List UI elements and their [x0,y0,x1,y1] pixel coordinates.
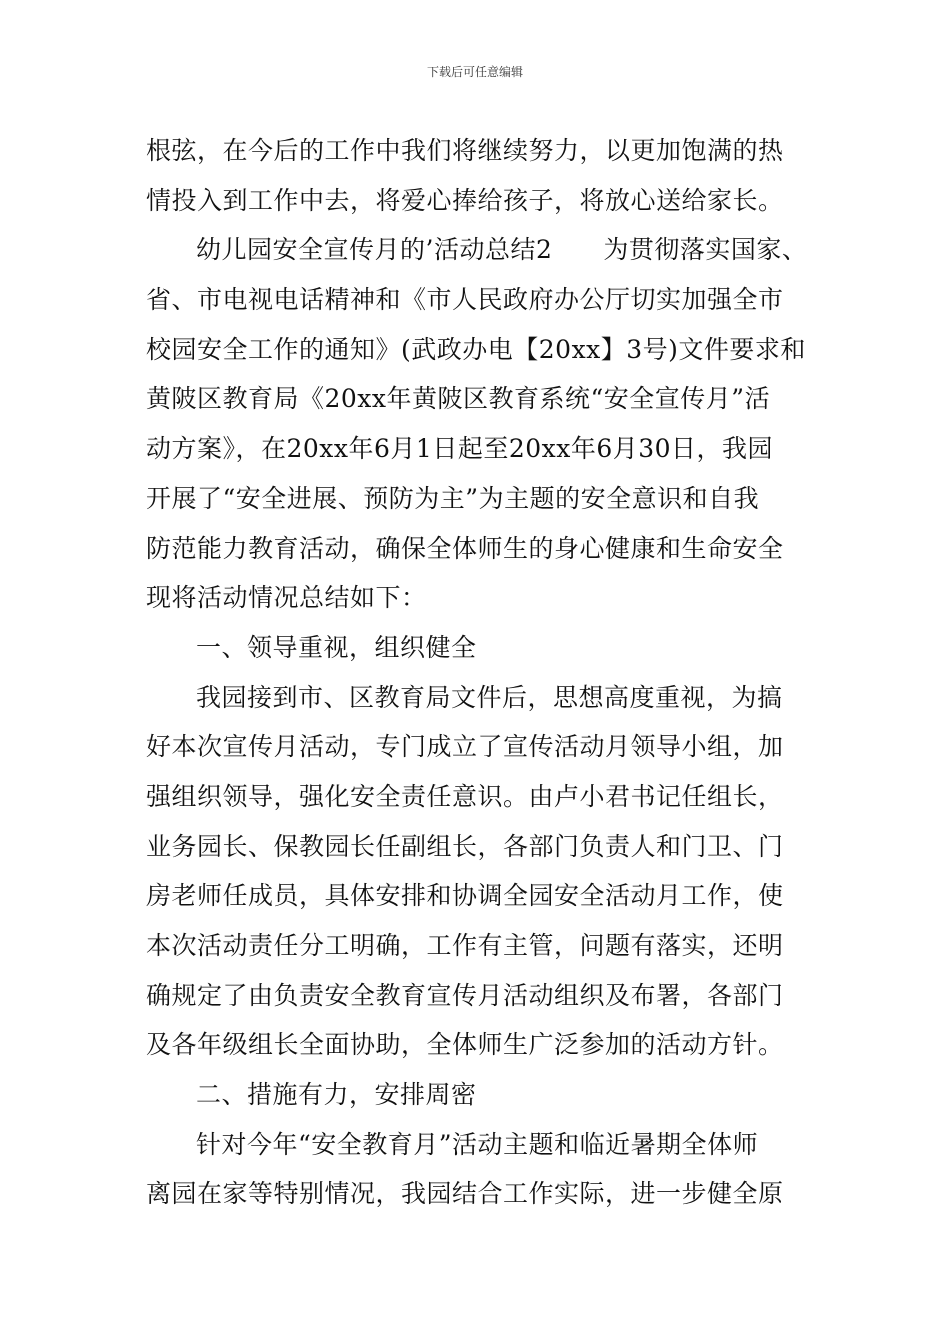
paragraph-start-line: 我园接到市、区教育局文件后，思想高度重视，为搞 [196,682,783,712]
text-line: 黄陂区教育局《20xx年黄陂区教育系统“安全宣传月”活 [146,384,771,414]
text-line: 确规定了由负责安全教育宣传月活动组织及布署，各部门 [146,980,784,1010]
text-line: 本次活动责任分工明确，工作有主管，问题有落实，还明 [146,931,784,960]
text-line: 好本次宣传月活动，专门成立了宣传活动月领导小组，加 [146,732,784,762]
section-heading: 一、领导重视，组织健全 [196,632,477,662]
section-title-line: 幼儿园安全宣传月的’活动总结2 为贯彻落实国家、 [196,235,808,265]
text-line: 现将活动情况总结如下： [146,583,427,613]
paragraph-start-line: 针对今年“安全教育月”活动主题和临近暑期全体师 [196,1129,759,1159]
text-line: 房老师任成员，具体安排和协调全园安全活动月工作，使 [146,881,784,911]
section-heading: 二、措施有力，安排周密 [196,1080,477,1110]
text-line: 防范能力教育活动，确保全体师生的身心健康和生命安全 [146,533,784,563]
text-line: 根弦，在今后的工作中我们将继续努力，以更加饱满的热 [146,136,784,165]
text-line: 开展了“安全进展、预防为主”为主题的安全意识和自我 [146,483,760,513]
text-line: 情投入到工作中去，将爱心捧给孩子，将放心送给家长。 [146,185,784,215]
text-line: 离园在家等特别情况，我园结合工作实际，进一步健全原 [146,1179,784,1209]
text-line: 省、市电视电话精神和《市人民政府办公厅切实加强全市 [146,285,784,315]
text-line: 强组织领导，强化安全责任意识。由卢小君书记任组长， [146,781,784,811]
text-line: 动方案》，在20xx年6月1日起至20xx年6月30日，我园 [146,434,774,464]
text-line: 及各年级组长全面协助，全体师生广泛参加的活动方针。 [146,1030,784,1060]
document-body [146,126,826,1219]
text-line: 业务园长、保教园长任副组长，各部门负责人和门卫、门 [146,831,784,861]
page-header-note: 下载后可任意编辑 [426,65,523,79]
text-line: 校园安全工作的通知》(武政办电【20xx】3号)文件要求和 [146,334,806,364]
